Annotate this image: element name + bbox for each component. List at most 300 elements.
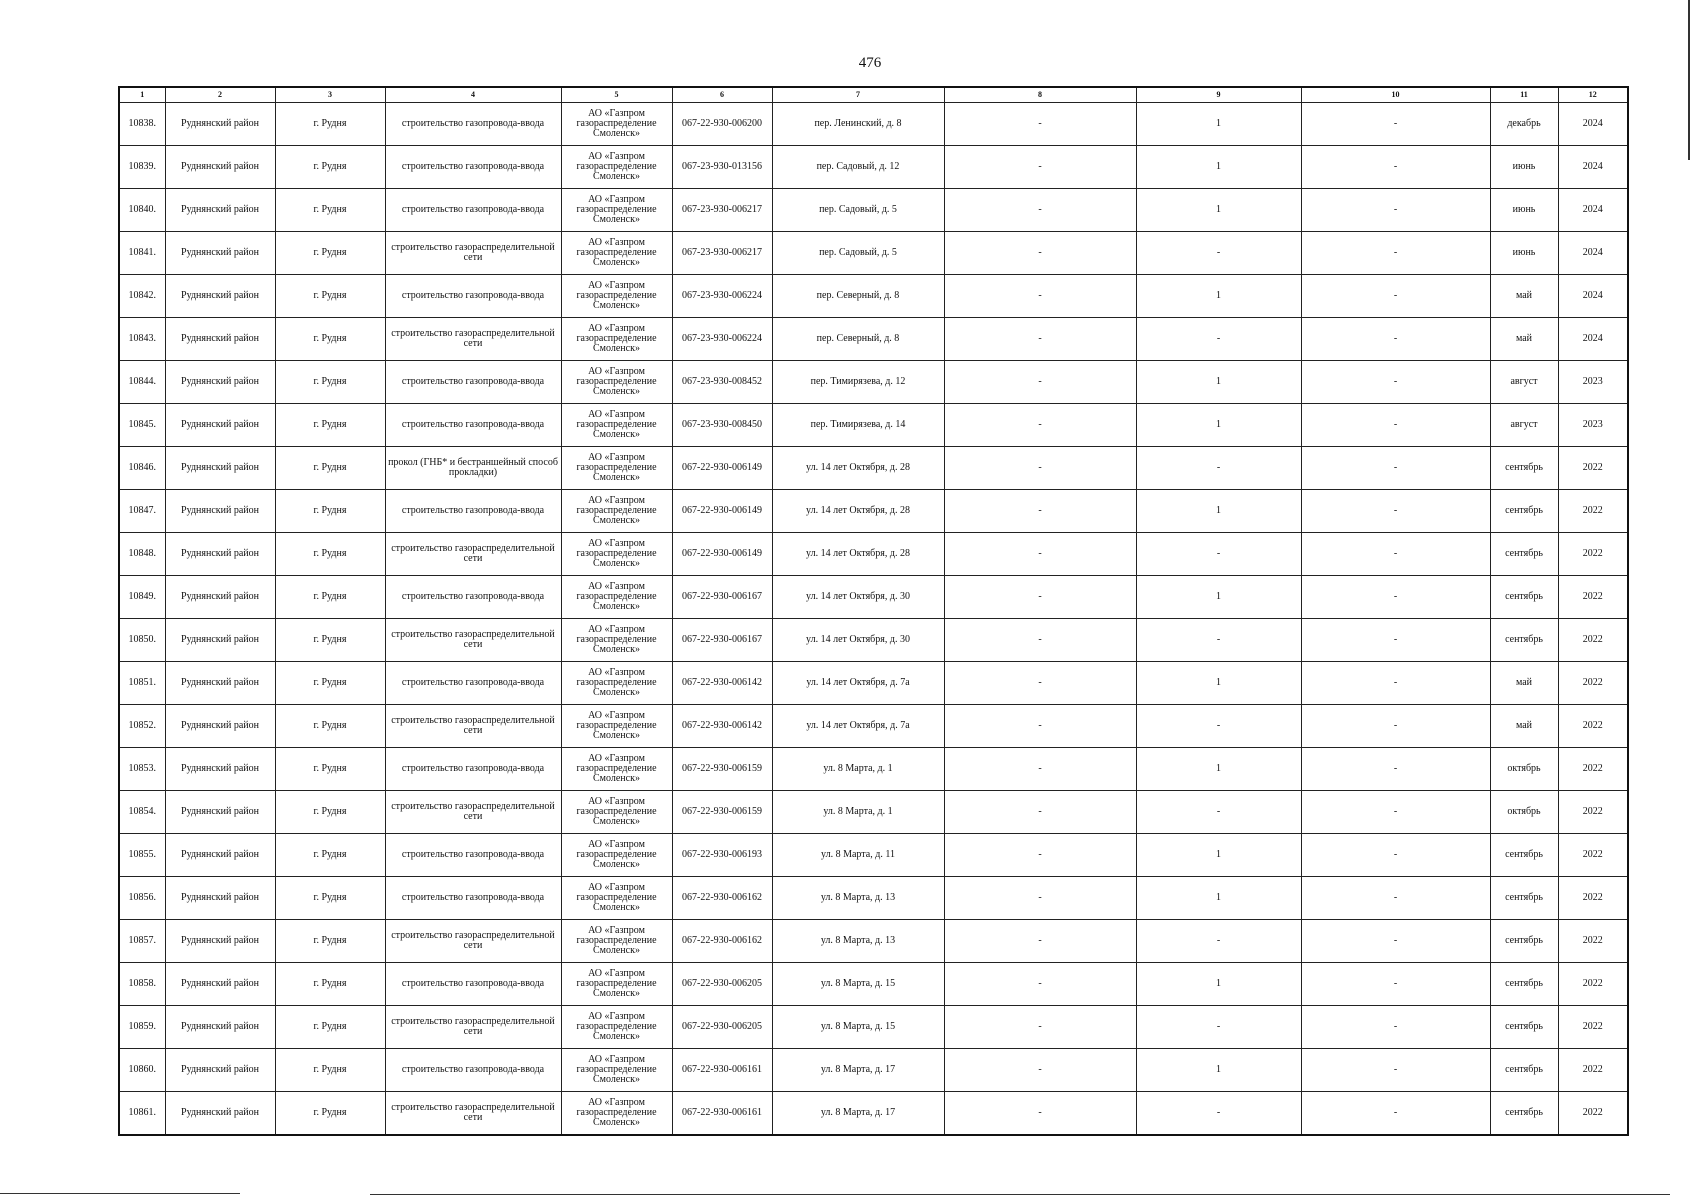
- year-cell: 2022: [1558, 1006, 1628, 1049]
- settlement-cell: г. Рудня: [275, 146, 385, 189]
- col-9-value-cell: -: [1136, 232, 1301, 275]
- table-row: [119, 963, 1628, 1006]
- table-row: [119, 662, 1628, 705]
- col-9-value-cell: 1: [1136, 963, 1301, 1006]
- application-number-cell: 067-22-930-006193: [672, 834, 772, 877]
- application-number-cell: 067-22-930-006159: [672, 791, 772, 834]
- month-cell: май: [1490, 705, 1558, 748]
- table-row: [119, 576, 1628, 619]
- settlement-cell: г. Рудня: [275, 576, 385, 619]
- district-cell: Руднянский район: [165, 490, 275, 533]
- district-cell: Руднянский район: [165, 232, 275, 275]
- row-number-cell: 10845.: [119, 404, 165, 447]
- col-10-value-cell: -: [1301, 232, 1490, 275]
- address-cell: ул. 14 лет Октября, д. 28: [772, 447, 944, 490]
- organization-cell: АО «Газпром газораспределение Смоленск»: [561, 447, 672, 490]
- year-cell: 2022: [1558, 1092, 1628, 1136]
- col-8-value-cell: -: [944, 576, 1136, 619]
- settlement-cell: г. Рудня: [275, 232, 385, 275]
- col-10-value-cell: -: [1301, 920, 1490, 963]
- district-cell: Руднянский район: [165, 318, 275, 361]
- header-row: [119, 87, 1628, 103]
- col-8-value-cell: -: [944, 533, 1136, 576]
- application-number-cell: 067-23-930-013156: [672, 146, 772, 189]
- col-8-value-cell: -: [944, 748, 1136, 791]
- work-type-cell: прокол (ГНБ* и бестраншейный способ прокладки): [385, 447, 561, 490]
- col-8-value-cell: -: [944, 619, 1136, 662]
- row-number-cell: 10842.: [119, 275, 165, 318]
- district-cell: Руднянский район: [165, 920, 275, 963]
- application-number-cell: 067-22-930-006149: [672, 490, 772, 533]
- month-cell: сентябрь: [1490, 877, 1558, 920]
- organization-cell: АО «Газпром газораспределение Смоленск»: [561, 275, 672, 318]
- month-cell: сентябрь: [1490, 1049, 1558, 1092]
- column-header-7: 7: [772, 87, 944, 103]
- settlement-cell: г. Рудня: [275, 404, 385, 447]
- col-9-value-cell: -: [1136, 1006, 1301, 1049]
- col-10-value-cell: -: [1301, 1049, 1490, 1092]
- col-8-value-cell: -: [944, 791, 1136, 834]
- settlement-cell: г. Рудня: [275, 619, 385, 662]
- application-number-cell: 067-22-930-006149: [672, 533, 772, 576]
- district-cell: Руднянский район: [165, 748, 275, 791]
- month-cell: сентябрь: [1490, 576, 1558, 619]
- organization-cell: АО «Газпром газораспределение Смоленск»: [561, 318, 672, 361]
- col-8-value-cell: -: [944, 963, 1136, 1006]
- col-8-value-cell: -: [944, 705, 1136, 748]
- year-cell: 2022: [1558, 963, 1628, 1006]
- organization-cell: АО «Газпром газораспределение Смоленск»: [561, 361, 672, 404]
- settlement-cell: г. Рудня: [275, 1006, 385, 1049]
- month-cell: август: [1490, 404, 1558, 447]
- application-number-cell: 067-22-930-006149: [672, 447, 772, 490]
- settlement-cell: г. Рудня: [275, 447, 385, 490]
- col-9-value-cell: 1: [1136, 103, 1301, 146]
- application-number-cell: 067-23-930-008450: [672, 404, 772, 447]
- year-cell: 2022: [1558, 533, 1628, 576]
- col-8-value-cell: -: [944, 146, 1136, 189]
- column-header-12: 12: [1558, 87, 1628, 103]
- col-10-value-cell: -: [1301, 705, 1490, 748]
- table-row: [119, 748, 1628, 791]
- address-cell: ул. 14 лет Октября, д. 28: [772, 490, 944, 533]
- row-number-cell: 10858.: [119, 963, 165, 1006]
- month-cell: сентябрь: [1490, 920, 1558, 963]
- year-cell: 2024: [1558, 232, 1628, 275]
- row-number-cell: 10856.: [119, 877, 165, 920]
- address-cell: ул. 8 Марта, д. 17: [772, 1092, 944, 1136]
- address-cell: ул. 14 лет Октября, д. 28: [772, 533, 944, 576]
- col-8-value-cell: -: [944, 920, 1136, 963]
- row-number-cell: 10851.: [119, 662, 165, 705]
- table-body: [119, 103, 1628, 1136]
- col-8-value-cell: -: [944, 275, 1136, 318]
- col-8-value-cell: -: [944, 404, 1136, 447]
- settlement-cell: г. Рудня: [275, 705, 385, 748]
- address-cell: пер. Ленинский, д. 8: [772, 103, 944, 146]
- col-10-value-cell: -: [1301, 533, 1490, 576]
- table-row: [119, 146, 1628, 189]
- application-number-cell: 067-23-930-006224: [672, 275, 772, 318]
- month-cell: май: [1490, 662, 1558, 705]
- row-number-cell: 10859.: [119, 1006, 165, 1049]
- application-number-cell: 067-23-930-006217: [672, 232, 772, 275]
- column-header-1: 1: [119, 87, 165, 103]
- month-cell: сентябрь: [1490, 447, 1558, 490]
- year-cell: 2024: [1558, 146, 1628, 189]
- work-type-cell: строительство газопровода-ввода: [385, 103, 561, 146]
- col-10-value-cell: -: [1301, 834, 1490, 877]
- col-9-value-cell: 1: [1136, 748, 1301, 791]
- application-number-cell: 067-22-930-006161: [672, 1049, 772, 1092]
- column-header-4: 4: [385, 87, 561, 103]
- address-cell: пер. Тимирязева, д. 12: [772, 361, 944, 404]
- row-number-cell: 10846.: [119, 447, 165, 490]
- col-10-value-cell: -: [1301, 748, 1490, 791]
- col-9-value-cell: 1: [1136, 877, 1301, 920]
- col-8-value-cell: -: [944, 834, 1136, 877]
- row-number-cell: 10861.: [119, 1092, 165, 1136]
- month-cell: сентябрь: [1490, 1006, 1558, 1049]
- district-cell: Руднянский район: [165, 963, 275, 1006]
- col-8-value-cell: -: [944, 1006, 1136, 1049]
- year-cell: 2022: [1558, 791, 1628, 834]
- organization-cell: АО «Газпром газораспределение Смоленск»: [561, 662, 672, 705]
- col-9-value-cell: 1: [1136, 576, 1301, 619]
- district-cell: Руднянский район: [165, 361, 275, 404]
- register-table: [118, 86, 1629, 1136]
- district-cell: Руднянский район: [165, 447, 275, 490]
- settlement-cell: г. Рудня: [275, 1049, 385, 1092]
- year-cell: 2022: [1558, 447, 1628, 490]
- col-8-value-cell: -: [944, 490, 1136, 533]
- row-number-cell: 10843.: [119, 318, 165, 361]
- application-number-cell: 067-22-930-006200: [672, 103, 772, 146]
- district-cell: Руднянский район: [165, 146, 275, 189]
- month-cell: сентябрь: [1490, 619, 1558, 662]
- col-10-value-cell: -: [1301, 275, 1490, 318]
- column-header-6: 6: [672, 87, 772, 103]
- organization-cell: АО «Газпром газораспределение Смоленск»: [561, 576, 672, 619]
- application-number-cell: 067-22-930-006167: [672, 619, 772, 662]
- table-row: [119, 447, 1628, 490]
- work-type-cell: строительство газопровода-ввода: [385, 963, 561, 1006]
- address-cell: ул. 8 Марта, д. 11: [772, 834, 944, 877]
- col-9-value-cell: 1: [1136, 361, 1301, 404]
- application-number-cell: 067-22-930-006162: [672, 877, 772, 920]
- column-header-9: 9: [1136, 87, 1301, 103]
- table-row: [119, 877, 1628, 920]
- settlement-cell: г. Рудня: [275, 963, 385, 1006]
- application-number-cell: 067-22-930-006205: [672, 1006, 772, 1049]
- column-header-2: 2: [165, 87, 275, 103]
- col-9-value-cell: 1: [1136, 1049, 1301, 1092]
- col-9-value-cell: -: [1136, 920, 1301, 963]
- table-row: [119, 705, 1628, 748]
- organization-cell: АО «Газпром газораспределение Смоленск»: [561, 920, 672, 963]
- organization-cell: АО «Газпром газораспределение Смоленск»: [561, 189, 672, 232]
- col-8-value-cell: -: [944, 318, 1136, 361]
- settlement-cell: г. Рудня: [275, 533, 385, 576]
- work-type-cell: строительство газопровода-ввода: [385, 275, 561, 318]
- col-8-value-cell: -: [944, 361, 1136, 404]
- month-cell: сентябрь: [1490, 834, 1558, 877]
- work-type-cell: строительство газораспределительной сети: [385, 533, 561, 576]
- row-number-cell: 10849.: [119, 576, 165, 619]
- application-number-cell: 067-22-930-006142: [672, 662, 772, 705]
- col-10-value-cell: -: [1301, 1006, 1490, 1049]
- row-number-cell: 10854.: [119, 791, 165, 834]
- row-number-cell: 10850.: [119, 619, 165, 662]
- address-cell: ул. 8 Марта, д. 15: [772, 963, 944, 1006]
- col-9-value-cell: -: [1136, 533, 1301, 576]
- work-type-cell: строительство газораспределительной сети: [385, 619, 561, 662]
- application-number-cell: 067-22-930-006167: [672, 576, 772, 619]
- row-number-cell: 10844.: [119, 361, 165, 404]
- col-9-value-cell: -: [1136, 447, 1301, 490]
- work-type-cell: строительство газопровода-ввода: [385, 490, 561, 533]
- month-cell: сентябрь: [1490, 1092, 1558, 1136]
- row-number-cell: 10841.: [119, 232, 165, 275]
- table-row: [119, 189, 1628, 232]
- work-type-cell: строительство газораспределительной сети: [385, 318, 561, 361]
- row-number-cell: 10840.: [119, 189, 165, 232]
- page-number: 476: [858, 55, 882, 71]
- col-9-value-cell: 1: [1136, 275, 1301, 318]
- month-cell: сентябрь: [1490, 963, 1558, 1006]
- column-header-8: 8: [944, 87, 1136, 103]
- month-cell: июнь: [1490, 146, 1558, 189]
- scan-edge-line: [1688, 0, 1690, 160]
- district-cell: Руднянский район: [165, 103, 275, 146]
- district-cell: Руднянский район: [165, 404, 275, 447]
- table-row: [119, 232, 1628, 275]
- address-cell: пер. Садовый, д. 12: [772, 146, 944, 189]
- col-9-value-cell: -: [1136, 705, 1301, 748]
- district-cell: Руднянский район: [165, 834, 275, 877]
- address-cell: ул. 14 лет Октября, д. 30: [772, 619, 944, 662]
- application-number-cell: 067-22-930-006205: [672, 963, 772, 1006]
- work-type-cell: строительство газораспределительной сети: [385, 920, 561, 963]
- settlement-cell: г. Рудня: [275, 791, 385, 834]
- month-cell: октябрь: [1490, 791, 1558, 834]
- application-number-cell: 067-23-930-006224: [672, 318, 772, 361]
- year-cell: 2024: [1558, 189, 1628, 232]
- district-cell: Руднянский район: [165, 1092, 275, 1136]
- col-8-value-cell: -: [944, 1049, 1136, 1092]
- row-number-cell: 10855.: [119, 834, 165, 877]
- col-8-value-cell: -: [944, 189, 1136, 232]
- table-row: [119, 275, 1628, 318]
- work-type-cell: строительство газопровода-ввода: [385, 662, 561, 705]
- col-10-value-cell: -: [1301, 963, 1490, 1006]
- table-row: [119, 834, 1628, 877]
- settlement-cell: г. Рудня: [275, 877, 385, 920]
- address-cell: ул. 8 Марта, д. 13: [772, 877, 944, 920]
- work-type-cell: строительство газораспределительной сети: [385, 232, 561, 275]
- work-type-cell: строительство газораспределительной сети: [385, 1092, 561, 1136]
- col-9-value-cell: 1: [1136, 662, 1301, 705]
- month-cell: октябрь: [1490, 748, 1558, 791]
- col-9-value-cell: -: [1136, 791, 1301, 834]
- settlement-cell: г. Рудня: [275, 920, 385, 963]
- table-row: [119, 361, 1628, 404]
- address-cell: пер. Северный, д. 8: [772, 318, 944, 361]
- year-cell: 2023: [1558, 361, 1628, 404]
- organization-cell: АО «Газпром газораспределение Смоленск»: [561, 103, 672, 146]
- organization-cell: АО «Газпром газораспределение Смоленск»: [561, 404, 672, 447]
- row-number-cell: 10839.: [119, 146, 165, 189]
- month-cell: июнь: [1490, 232, 1558, 275]
- application-number-cell: 067-22-930-006162: [672, 920, 772, 963]
- scan-bottom-line: [370, 1194, 1670, 1195]
- table-row: [119, 103, 1628, 146]
- table-row: [119, 1006, 1628, 1049]
- organization-cell: АО «Газпром газораспределение Смоленск»: [561, 1049, 672, 1092]
- organization-cell: АО «Газпром газораспределение Смоленск»: [561, 619, 672, 662]
- work-type-cell: строительство газопровода-ввода: [385, 146, 561, 189]
- organization-cell: АО «Газпром газораспределение Смоленск»: [561, 963, 672, 1006]
- column-header-3: 3: [275, 87, 385, 103]
- row-number-cell: 10853.: [119, 748, 165, 791]
- col-10-value-cell: -: [1301, 1092, 1490, 1136]
- month-cell: сентябрь: [1490, 490, 1558, 533]
- col-10-value-cell: -: [1301, 662, 1490, 705]
- work-type-cell: строительство газопровода-ввода: [385, 189, 561, 232]
- col-10-value-cell: -: [1301, 103, 1490, 146]
- year-cell: 2024: [1558, 318, 1628, 361]
- district-cell: Руднянский район: [165, 619, 275, 662]
- scan-bottom-line: [0, 1193, 240, 1194]
- district-cell: Руднянский район: [165, 1049, 275, 1092]
- year-cell: 2022: [1558, 748, 1628, 791]
- work-type-cell: строительство газопровода-ввода: [385, 877, 561, 920]
- col-10-value-cell: -: [1301, 146, 1490, 189]
- col-10-value-cell: -: [1301, 361, 1490, 404]
- district-cell: Руднянский район: [165, 662, 275, 705]
- year-cell: 2022: [1558, 619, 1628, 662]
- address-cell: пер. Тимирязева, д. 14: [772, 404, 944, 447]
- table-row: [119, 1049, 1628, 1092]
- year-cell: 2024: [1558, 275, 1628, 318]
- table-row: [119, 920, 1628, 963]
- column-header-5: 5: [561, 87, 672, 103]
- settlement-cell: г. Рудня: [275, 490, 385, 533]
- settlement-cell: г. Рудня: [275, 1092, 385, 1136]
- settlement-cell: г. Рудня: [275, 662, 385, 705]
- year-cell: 2022: [1558, 705, 1628, 748]
- address-cell: ул. 8 Марта, д. 1: [772, 791, 944, 834]
- work-type-cell: строительство газораспределительной сети: [385, 1006, 561, 1049]
- address-cell: ул. 8 Марта, д. 13: [772, 920, 944, 963]
- work-type-cell: строительство газопровода-ввода: [385, 748, 561, 791]
- year-cell: 2022: [1558, 1049, 1628, 1092]
- year-cell: 2024: [1558, 103, 1628, 146]
- settlement-cell: г. Рудня: [275, 189, 385, 232]
- organization-cell: АО «Газпром газораспределение Смоленск»: [561, 490, 672, 533]
- table-header: [119, 87, 1628, 103]
- organization-cell: АО «Газпром газораспределение Смоленск»: [561, 1006, 672, 1049]
- col-8-value-cell: -: [944, 447, 1136, 490]
- table-row: [119, 791, 1628, 834]
- year-cell: 2022: [1558, 834, 1628, 877]
- month-cell: сентябрь: [1490, 533, 1558, 576]
- address-cell: ул. 14 лет Октября, д. 30: [772, 576, 944, 619]
- table-row: [119, 490, 1628, 533]
- table-row: [119, 404, 1628, 447]
- row-number-cell: 10847.: [119, 490, 165, 533]
- col-9-value-cell: 1: [1136, 146, 1301, 189]
- organization-cell: АО «Газпром газораспределение Смоленск»: [561, 533, 672, 576]
- month-cell: декабрь: [1490, 103, 1558, 146]
- application-number-cell: 067-23-930-006217: [672, 189, 772, 232]
- organization-cell: АО «Газпром газораспределение Смоленск»: [561, 791, 672, 834]
- organization-cell: АО «Газпром газораспределение Смоленск»: [561, 748, 672, 791]
- organization-cell: АО «Газпром газораспределение Смоленск»: [561, 705, 672, 748]
- application-number-cell: 067-23-930-008452: [672, 361, 772, 404]
- table-row: [119, 318, 1628, 361]
- work-type-cell: строительство газопровода-ввода: [385, 404, 561, 447]
- table-row: [119, 1092, 1628, 1136]
- col-8-value-cell: -: [944, 232, 1136, 275]
- year-cell: 2022: [1558, 576, 1628, 619]
- settlement-cell: г. Рудня: [275, 318, 385, 361]
- col-8-value-cell: -: [944, 1092, 1136, 1136]
- address-cell: пер. Садовый, д. 5: [772, 189, 944, 232]
- month-cell: май: [1490, 318, 1558, 361]
- settlement-cell: г. Рудня: [275, 275, 385, 318]
- work-type-cell: строительство газопровода-ввода: [385, 361, 561, 404]
- organization-cell: АО «Газпром газораспределение Смоленск»: [561, 877, 672, 920]
- row-number-cell: 10848.: [119, 533, 165, 576]
- address-cell: ул. 14 лет Октября, д. 7а: [772, 662, 944, 705]
- organization-cell: АО «Газпром газораспределение Смоленск»: [561, 146, 672, 189]
- address-cell: пер. Садовый, д. 5: [772, 232, 944, 275]
- col-8-value-cell: -: [944, 103, 1136, 146]
- settlement-cell: г. Рудня: [275, 361, 385, 404]
- col-10-value-cell: -: [1301, 189, 1490, 232]
- year-cell: 2022: [1558, 877, 1628, 920]
- row-number-cell: 10857.: [119, 920, 165, 963]
- work-type-cell: строительство газораспределительной сети: [385, 705, 561, 748]
- year-cell: 2022: [1558, 662, 1628, 705]
- work-type-cell: строительство газопровода-ввода: [385, 834, 561, 877]
- district-cell: Руднянский район: [165, 533, 275, 576]
- address-cell: пер. Северный, д. 8: [772, 275, 944, 318]
- organization-cell: АО «Газпром газораспределение Смоленск»: [561, 1092, 672, 1136]
- col-10-value-cell: -: [1301, 318, 1490, 361]
- address-cell: ул. 14 лет Октября, д. 7а: [772, 705, 944, 748]
- work-type-cell: строительство газораспределительной сети: [385, 791, 561, 834]
- col-9-value-cell: -: [1136, 619, 1301, 662]
- column-header-11: 11: [1490, 87, 1558, 103]
- month-cell: август: [1490, 361, 1558, 404]
- settlement-cell: г. Рудня: [275, 748, 385, 791]
- year-cell: 2023: [1558, 404, 1628, 447]
- settlement-cell: г. Рудня: [275, 834, 385, 877]
- col-8-value-cell: -: [944, 662, 1136, 705]
- application-number-cell: 067-22-930-006142: [672, 705, 772, 748]
- col-10-value-cell: -: [1301, 576, 1490, 619]
- district-cell: Руднянский район: [165, 705, 275, 748]
- district-cell: Руднянский район: [165, 1006, 275, 1049]
- address-cell: ул. 8 Марта, д. 15: [772, 1006, 944, 1049]
- application-number-cell: 067-22-930-006161: [672, 1092, 772, 1136]
- column-header-10: 10: [1301, 87, 1490, 103]
- col-9-value-cell: 1: [1136, 189, 1301, 232]
- col-9-value-cell: 1: [1136, 490, 1301, 533]
- year-cell: 2022: [1558, 490, 1628, 533]
